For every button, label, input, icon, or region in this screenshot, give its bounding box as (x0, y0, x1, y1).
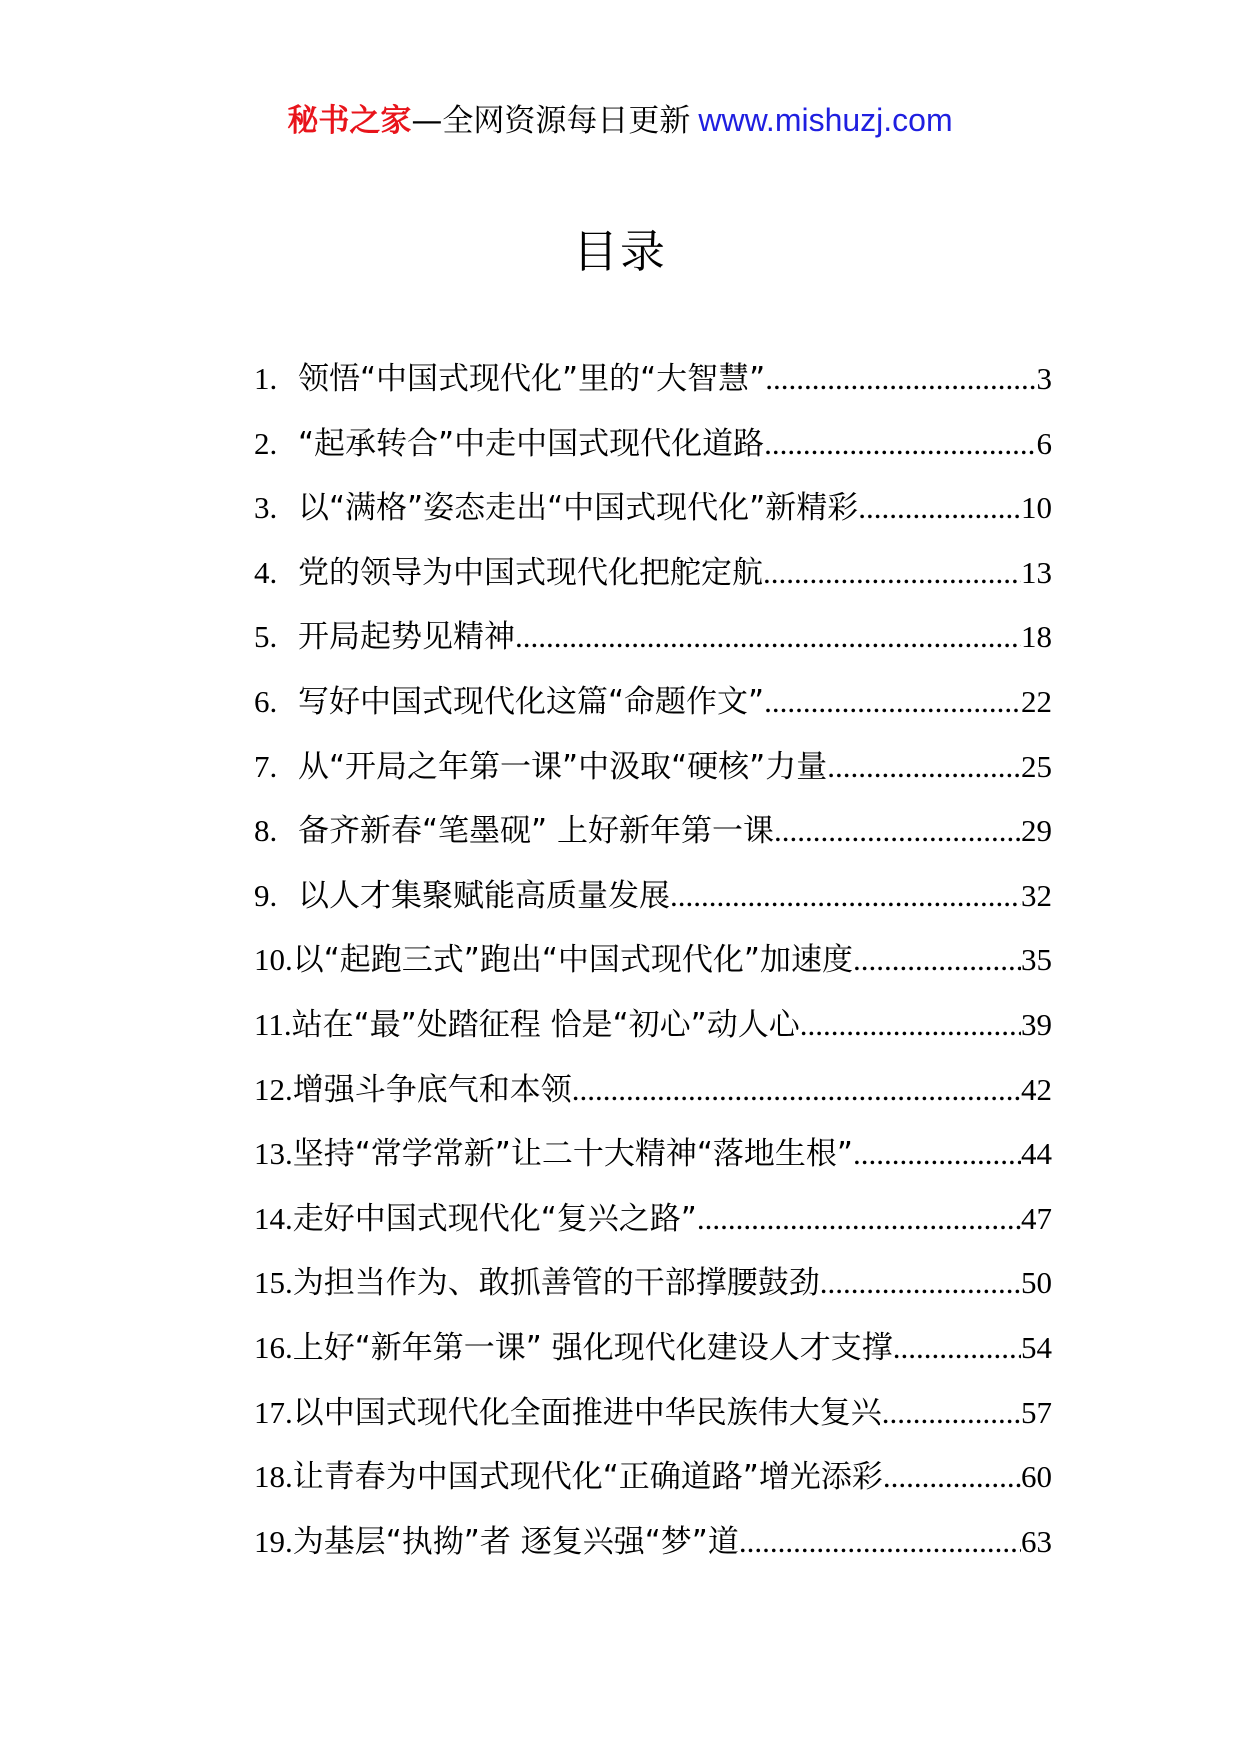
toc-entry-title: 党的领导为中国式现代化把舵定航 (298, 554, 763, 591)
toc-entry-page-number: 13 (1021, 554, 1052, 590)
toc-entry[interactable] (254, 1003, 1052, 1068)
site-brand: 秘书之家 (287, 103, 412, 139)
toc-entry-number: 14. (254, 1200, 293, 1236)
toc-entry-title: 领悟“中国式现代化”里的“大智慧” (298, 361, 766, 397)
toc-entry-page-number: 42 (1021, 1071, 1052, 1107)
toc-entry-leader-dots (883, 1455, 1021, 1499)
toc-entry-title: 以人才集聚赋能高质量发展 (298, 877, 670, 914)
toc-entry-number: 10. (254, 942, 293, 978)
site-header (0, 98, 1240, 143)
toc-entry-page-number: 6 (1036, 425, 1052, 461)
toc-entry[interactable] (254, 745, 1052, 810)
toc-entry-number: 17. (254, 1394, 293, 1430)
toc-entry-number: 13. (254, 1136, 293, 1172)
toc-entry-page-number: 60 (1021, 1459, 1052, 1495)
toc-entry[interactable] (254, 680, 1052, 745)
toc-entry[interactable] (254, 486, 1052, 551)
toc-entry-page-number: 25 (1021, 748, 1052, 784)
toc-entry-number: 11. (254, 1006, 292, 1042)
toc-entry-title: 增强斗争底气和本领 (292, 1071, 572, 1108)
toc-entry-number: 5. (254, 619, 278, 655)
toc-entry-page-number: 57 (1021, 1394, 1052, 1430)
toc-entry-title: 上好“新年第一课” 强化现代化建设人才支撑 (292, 1329, 893, 1366)
toc-entry-leader-dots (572, 1068, 1021, 1112)
toc-entry-page-number: 10 (1021, 490, 1052, 526)
toc-entry-leader-dots (882, 1391, 1021, 1435)
toc-entry-page-number: 50 (1021, 1265, 1052, 1301)
toc-entry-page-number: 22 (1021, 683, 1052, 719)
toc-entry-number: 12. (254, 1071, 293, 1107)
toc-entry-leader-dots (820, 1261, 1021, 1305)
toc-entry-title: “起承转合”中走中国式现代化道路 (298, 425, 765, 462)
toc-entry[interactable] (254, 1132, 1052, 1197)
toc-entry-number: 18. (254, 1459, 293, 1495)
toc-entry[interactable] (254, 551, 1052, 616)
toc-entry[interactable] (254, 1455, 1052, 1520)
toc-entry-leader-dots (800, 1003, 1021, 1047)
toc-entry-number: 7. (254, 748, 278, 784)
toc-entry-title: 为基层“执拗”者 逐复兴强“梦”道 (292, 1523, 739, 1560)
toc-entry[interactable] (254, 874, 1052, 939)
toc-entry-title: 从“开局之年第一课”中汲取“硬核”力量 (298, 748, 828, 785)
toc-entry-page-number: 32 (1021, 877, 1052, 913)
toc-entry-title: 备齐新春“笔墨砚” 上好新年第一课 (298, 813, 774, 850)
toc-entry-leader-dots (764, 680, 1021, 724)
toc-entry-page-number: 63 (1021, 1523, 1052, 1559)
toc-entry[interactable] (254, 1520, 1052, 1585)
toc-entry[interactable] (254, 615, 1052, 680)
toc-entry-title: 让青春为中国式现代化“正确道路”增光添彩 (292, 1459, 883, 1496)
site-tagline: —全网资源每日更新 (411, 103, 691, 139)
toc-entry-leader-dots (853, 938, 1021, 982)
toc-entry[interactable] (254, 422, 1052, 487)
toc-entry-title: 以中国式现代化全面推进中华民族伟大复兴 (292, 1394, 882, 1431)
toc-entry-page-number: 18 (1021, 619, 1052, 655)
toc-entry-leader-dots (853, 1132, 1021, 1176)
toc-entry-number: 8. (254, 813, 278, 849)
toc-entry-title: 写好中国式现代化这篇“命题作文” (298, 683, 765, 720)
toc-entry-number: 6. (254, 683, 278, 719)
toc-entry-leader-dots (765, 357, 1036, 401)
toc-entry-leader-dots (763, 551, 1021, 595)
site-url-link[interactable]: www.mishuzj.com (698, 102, 953, 138)
toc-entry-leader-dots (670, 874, 1021, 918)
toc-entry-number: 3. (254, 490, 278, 526)
toc-entry-title: 以“起跑三式”跑出“中国式现代化”加速度 (292, 942, 853, 979)
toc-entry-leader-dots (774, 809, 1021, 853)
toc-entry[interactable] (254, 938, 1052, 1003)
toc-entry-leader-dots (515, 615, 1021, 659)
toc-entry-page-number: 44 (1021, 1136, 1052, 1172)
toc-entry[interactable] (254, 1326, 1052, 1391)
toc-entry[interactable] (254, 1391, 1052, 1456)
toc-entry-title: 坚持“常学常新”让二十大精神“落地生根” (292, 1136, 853, 1173)
toc-entry[interactable] (254, 357, 1052, 422)
toc-entry-page-number: 47 (1021, 1200, 1052, 1236)
toc-entry-leader-dots (697, 1197, 1021, 1241)
toc-entry[interactable] (254, 1197, 1052, 1262)
toc-entry-title: 开局起势见精神 (298, 619, 515, 656)
toc-entry-title: 为担当作为、敢抓善管的干部撑腰鼓劲 (292, 1265, 820, 1302)
toc-entry-page-number: 54 (1021, 1329, 1052, 1365)
toc-entry-page-number: 39 (1021, 1006, 1052, 1042)
toc-entry[interactable] (254, 1261, 1052, 1326)
toc-entry-title: 站在“最”处踏征程 恰是“初心”动人心 (291, 1006, 800, 1043)
toc-entry-leader-dots (858, 486, 1021, 530)
page-title: 目录 (572, 225, 667, 278)
toc-entry-page-number: 35 (1021, 942, 1052, 978)
toc-entry-leader-dots (764, 422, 1036, 466)
toc-entry-leader-dots (827, 745, 1021, 789)
toc-entry-leader-dots (893, 1326, 1021, 1370)
toc-entry-page-number: 3 (1036, 361, 1052, 396)
toc-entry-page-number: 29 (1021, 813, 1052, 849)
toc-entry-number: 16. (254, 1329, 293, 1365)
toc-entry-number: 1. (254, 361, 278, 396)
toc-entry-title: 走好中国式现代化“复兴之路” (292, 1200, 697, 1237)
toc-entry-number: 19. (254, 1523, 293, 1559)
toc-entry-number: 2. (254, 425, 278, 461)
toc-entry-number: 9. (254, 877, 278, 913)
toc-entry-leader-dots (739, 1520, 1021, 1564)
toc-entry-title: 以“满格”姿态走出“中国式现代化”新精彩 (298, 490, 859, 527)
table-of-contents (254, 357, 1052, 1584)
toc-entry-number: 15. (254, 1265, 293, 1301)
toc-entry[interactable] (254, 1068, 1052, 1133)
toc-entry-number: 4. (254, 554, 278, 590)
toc-entry[interactable] (254, 809, 1052, 874)
